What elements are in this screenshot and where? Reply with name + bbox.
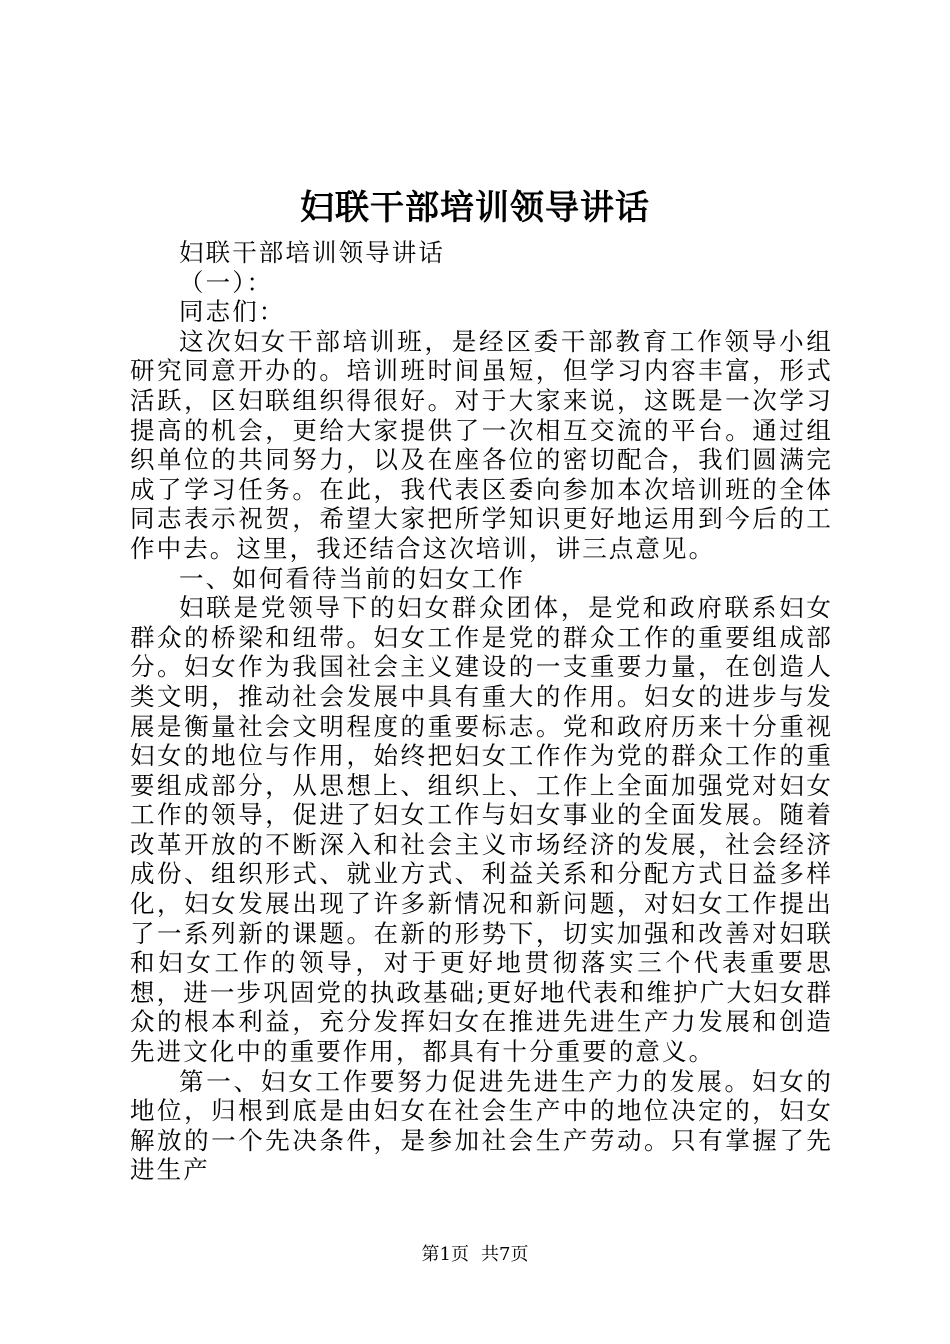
paragraph-intro: 这次妇女干部培训班，是经区委干部教育工作领导小组研究同意开办的。培训班时间虽短，但学习内容丰富，形式活跃，区妇联组织得很好。对于大家来说，这既是一次学习提高的机会，更给大家提供了一次相互交流的平台。通过组织单位的共同努力，以及在座各位的密切配合，我们圆满完成了学习任务。在此，我代表区委向参加本次培训班的全体同志表示祝贺，希望大家把所学知识更好地运用到今后的工作中去。这里，我还结合这次培训，讲三点意见。: [130, 326, 833, 563]
paragraph-subtitle: 妇联干部培训领导讲话: [179, 238, 445, 267]
paragraph-greeting: 同志们：: [179, 297, 286, 327]
paragraph-body-one: 妇联是党领导下的妇女群众团体，是党和政府联系妇女群众的桥梁和纽带。妇女工作是党的群众工作的重要组成部分。妇女作为我国社会主义建设的一支重要力量，在创造人类文明，推动社会发展中具有重大的作用。妇女的进步与发展是衡量社会文明程度的重要标志。党和政府历来十分重视妇女的地位与作用，始终把妇女工作作为党的群众工作的重要组成部分，从思想上、组织上、工作上全面加强党对妇女工作的领导，促进了妇女工作与妇女事业的全面发展。随着改革开放的不断深入和社会主义市场经济的发展，社会经济成份、组织形式、就业方式、利益关系和分配方式日益多样化，妇女发展出现了许多新情况和新问题，对妇女工作提出了一系列新的课题。在新的形势下，切实加强和改善对妇联和妇女工作的领导，对于更好地贯彻落实三个代表重要思想，进一步巩固党的执政基础;更好地代表和维护广大妇女群众的根本利益，充分发挥妇女在推进先进生产力发展和创造先进文化中的重要作用，都具有十分重要的意义。: [130, 593, 833, 1067]
paragraph-section-number: （一）：: [179, 267, 274, 297]
document-title: 妇联干部培训领导讲话: [300, 188, 650, 228]
document-body: [130, 238, 833, 1185]
paragraph-heading-one: 一、如何看待当前的妇女工作: [179, 563, 525, 593]
paragraph-body-two: 第一、妇女工作要努力促进先进生产力的发展。妇女的地位，归根到底是由妇女在社会生产中的地位决定的，妇女解放的一个先决条件，是参加社会生产劳动。只有掌握了先进生产: [130, 1066, 833, 1185]
page-footer: [0, 1243, 950, 1267]
page-total: 共7页: [481, 1244, 529, 1265]
page-number: 第1页: [421, 1244, 469, 1265]
